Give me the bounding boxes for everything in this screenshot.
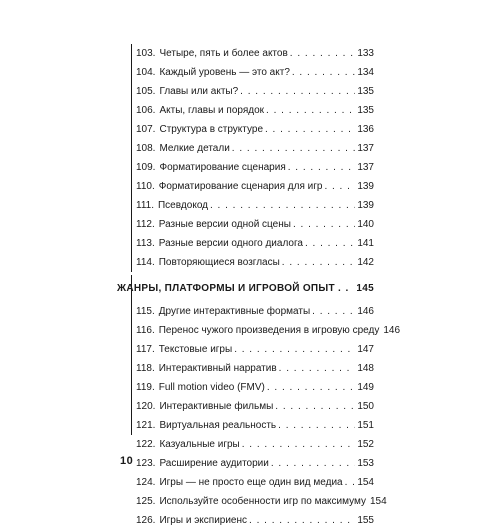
entry-title: Расширение аудитории <box>159 458 269 469</box>
entry-number: 118. <box>136 363 155 374</box>
entry-page: 140 <box>357 219 374 230</box>
entry-number: 111. <box>136 200 154 211</box>
entry-number: 122. <box>136 439 156 450</box>
entry-title: Используйте особенности игр по максимуму <box>159 496 366 507</box>
entry-title: Каждый уровень — это акт? <box>159 67 290 78</box>
entry-title: Форматирование сценария для игр <box>158 181 323 192</box>
section-title: ЖАНРЫ, ПЛАТФОРМЫ И ИГРОВОЙ ОПЫТ <box>117 283 335 294</box>
entry-page: 147 <box>357 344 374 355</box>
leader-dots <box>278 416 355 435</box>
entry-title: Повторяющиеся возгласы <box>158 257 280 268</box>
toc-entry <box>131 378 374 397</box>
entry-title: Акты, главы и порядок <box>159 105 265 116</box>
entry-number: 121. <box>136 420 156 431</box>
entry-page: 134 <box>357 67 374 78</box>
leader-dots <box>275 397 355 416</box>
toc-entry <box>131 234 374 253</box>
entry-title: Казуальные игры <box>159 439 240 450</box>
entry-page: 149 <box>357 382 374 393</box>
toc-entry <box>131 435 374 454</box>
entry-number: 116. <box>136 325 155 336</box>
leader-dots <box>234 340 355 359</box>
leader-dots <box>265 120 355 139</box>
entry-number: 115. <box>136 306 155 317</box>
entry-number: 110. <box>136 181 155 192</box>
toc-entry <box>131 492 387 511</box>
entry-page: 148 <box>357 363 374 374</box>
entry-title: Игры и экспириенс <box>159 515 248 526</box>
entry-page: 146 <box>357 306 374 317</box>
entry-page: 153 <box>357 458 374 469</box>
leader-dots <box>292 63 355 82</box>
leader-dots <box>288 158 356 177</box>
leader-dots <box>279 359 356 378</box>
entry-number: 126. <box>136 515 156 526</box>
toc-entry <box>131 44 374 63</box>
toc-entry <box>131 416 374 435</box>
toc-entry <box>131 101 374 120</box>
entry-number: 125. <box>136 496 156 507</box>
entry-number: 120. <box>136 401 156 412</box>
entry-page: 146 <box>383 325 401 336</box>
leader-dots <box>271 454 355 473</box>
entry-title: Форматирование сценария <box>159 162 286 173</box>
leader-dots <box>267 378 355 397</box>
entry-page: 139 <box>357 200 374 211</box>
toc-entry <box>131 397 374 416</box>
entry-title: Текстовые игры <box>158 344 233 355</box>
entry-number: 112. <box>136 219 155 230</box>
entry-title: Перенос чужого произведения в игровую среду <box>158 325 380 336</box>
toc-part-1 <box>131 44 374 272</box>
entry-title: Игры — не просто еще один вид медиа <box>159 477 343 488</box>
entry-page: 152 <box>357 439 374 450</box>
section-leader-dots <box>338 278 353 300</box>
entry-number: 123. <box>136 458 156 469</box>
entry-title: Мелкие детали <box>159 143 230 154</box>
entry-page: 155 <box>357 515 374 526</box>
entry-number: 119. <box>136 382 155 393</box>
entry-page: 151 <box>357 420 374 431</box>
leader-dots <box>240 82 355 101</box>
entry-number: 105. <box>136 86 156 97</box>
toc-entry <box>131 321 401 340</box>
toc-entry <box>131 177 374 196</box>
leader-dots <box>305 234 355 253</box>
entry-title: Разные версии одного диалога <box>158 238 303 249</box>
page-number: 10 <box>120 455 134 467</box>
toc-entry <box>131 139 374 158</box>
leader-dots <box>232 139 356 158</box>
entry-page: 139 <box>357 181 374 192</box>
entry-title: Full motion video (FMV) <box>158 382 265 393</box>
entry-page: 154 <box>370 496 387 507</box>
section-page: 145 <box>356 283 374 294</box>
leader-dots <box>293 215 355 234</box>
entry-title: Виртуальная реальность <box>159 420 277 431</box>
entry-title: Главы или акты? <box>159 86 239 97</box>
toc-entry <box>131 158 374 177</box>
entry-number: 104. <box>136 67 156 78</box>
toc-entry <box>131 120 374 139</box>
leader-dots <box>210 196 355 215</box>
entry-title: Четыре, пять и более актов <box>159 48 288 59</box>
entry-page: 137 <box>357 143 374 154</box>
leader-dots <box>345 473 356 492</box>
leader-dots <box>266 101 355 120</box>
entry-page: 142 <box>357 257 374 268</box>
toc-entry <box>131 340 374 359</box>
entry-title: Другие интерактивные форматы <box>158 306 311 317</box>
toc-entry <box>131 196 374 215</box>
toc-entry <box>131 302 374 321</box>
table-of-contents <box>117 44 401 530</box>
leader-dots <box>249 511 355 530</box>
toc-entry <box>131 359 374 378</box>
entry-number: 117. <box>136 344 155 355</box>
entry-page: 137 <box>357 162 374 173</box>
toc-entry <box>131 215 374 234</box>
leader-dots <box>324 177 355 196</box>
entry-title: Псевдокод <box>157 200 208 211</box>
entry-title: Разные версии одной сцены <box>158 219 291 230</box>
entry-number: 106. <box>136 105 156 116</box>
entry-number: 107. <box>136 124 156 135</box>
entry-number: 114. <box>136 257 155 268</box>
entry-page: 136 <box>357 124 374 135</box>
toc-entry <box>131 63 374 82</box>
entry-title: Структура в структуре <box>159 124 263 135</box>
toc-entry <box>131 473 374 492</box>
entry-title: Интерактивные фильмы <box>159 401 274 412</box>
toc-entry <box>131 253 374 272</box>
entry-number: 124. <box>136 477 156 488</box>
entry-number: 108. <box>136 143 156 154</box>
entry-page: 141 <box>357 238 374 249</box>
entry-page: 135 <box>357 86 374 97</box>
entry-page: 135 <box>357 105 374 116</box>
entry-number: 109. <box>136 162 156 173</box>
toc-entry <box>131 454 374 473</box>
toc-part-2 <box>131 302 401 530</box>
entry-title: Интерактивный нарратив <box>158 363 277 374</box>
toc-entry <box>131 511 374 530</box>
toc-entry <box>131 82 374 101</box>
entry-page: 133 <box>357 48 374 59</box>
leader-dots <box>242 435 356 454</box>
toc-section-heading <box>117 278 374 300</box>
leader-dots <box>282 253 356 272</box>
entry-number: 103. <box>136 48 156 59</box>
leader-dots <box>312 302 355 321</box>
leader-dots <box>290 44 356 63</box>
entry-number: 113. <box>136 238 155 249</box>
entry-page: 150 <box>357 401 374 412</box>
entry-page: 154 <box>357 477 374 488</box>
